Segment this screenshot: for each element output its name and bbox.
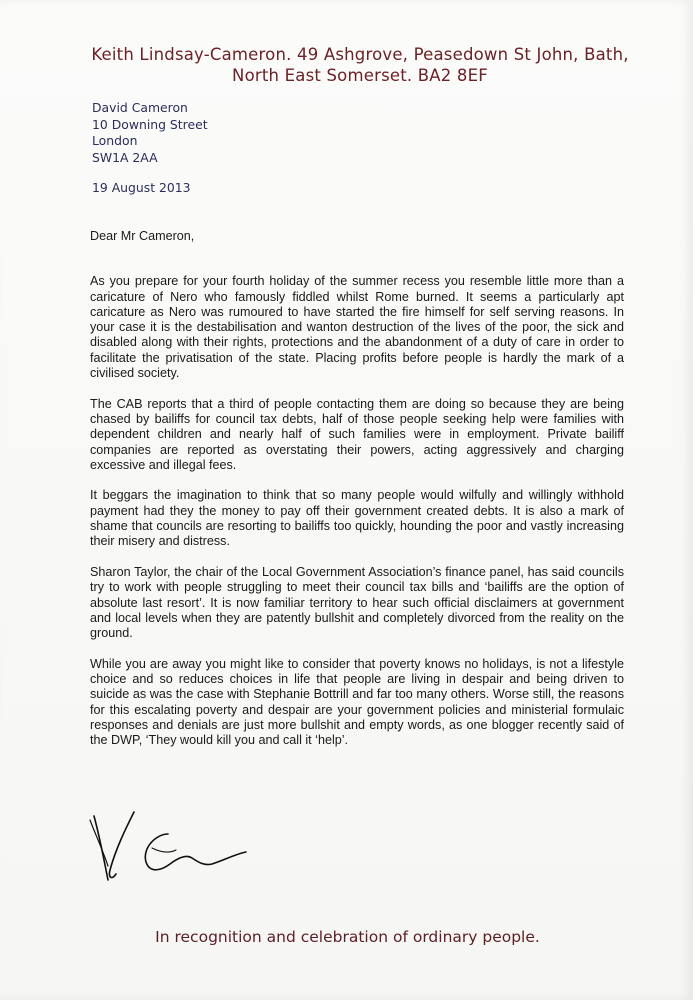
letterhead [80,44,640,86]
body-paragraph: While you are away you might like to consider that poverty knows no holidays, is not a lifestyle choice and so reduces choices in life that people are living in despair and being driven to suicide as was the case with Stephanie Bottrill and far too many others. Worse still, the reasons for this escalating poverty and despair are your government policies and ministerial formulaic responses and denials are just more bullshit and empty words, as one blogger recently said of the DWP, ‘They would kill you and call it ‘help’. [90,656,624,748]
recipient-street: 10 Downing Street [92,116,208,132]
footer-tagline: In recognition and celebration of ordinary people. [155,928,540,946]
letter-body [90,229,624,764]
body-paragraph: Sharon Taylor, the chair of the Local Government Association’s finance panel, has said councils try to work with people struggling to meet their council tax bills and ‘bailiffs are the option of absolute last resort’. It is now familiar territory to hear such official disclaimers at government and local levels when they are patently bullshit and completely divorced from the reality on the ground. [90,564,624,641]
salutation: Dear Mr Cameron, [90,229,195,243]
body-paragraph: As you prepare for your fourth holiday of the summer recess you resemble little more than a caricature of Nero who famously fiddled whilst Rome burned. It seems a particularly apt caricature as Nero was rumoured to have started the fire himself for self serving reasons. In your case it is the destabilisation and wanton destruction of the lives of the poor, the sick and disabled along with their rights, protections and the abandonment of a duty of care in order to facilitate the privatisation of the state. Placing profits before people is hardly the mark of a civilised society. [90,274,624,381]
body-paragraph: The CAB reports that a third of people contacting them are doing so because they are being chased by bailiffs for council tax debts, half of those people seeking help were families with dependent children and nearly half of such families were in employment. Private bailiff companies are reported as overstating their powers, acting aggressively and charging excessive and illegal fees. [90,396,624,472]
letterhead-address-line-1: Keith Lindsay-Cameron. 49 Ashgrove, Peasedown St John, Bath, [91,45,629,64]
letter-date: 19 August 2013 [92,180,191,195]
letterhead-address-line-2: North East Somerset. BA2 8EF [232,66,488,85]
recipient-address [92,100,208,166]
recipient-name: David Cameron [92,100,188,115]
body-paragraph: It beggars the imagination to think that so many people would wilfully and willingly withhold payment had they the money to pay off their government created debts. It is also a mark of shame that councils are resorting to bailiffs too quickly, hounding the poor and vastly increasing their misery and distress. [90,488,624,549]
recipient-postcode: SW1A 2AA [92,149,158,165]
recipient-city: London [92,133,138,148]
handwritten-signature [86,808,256,888]
